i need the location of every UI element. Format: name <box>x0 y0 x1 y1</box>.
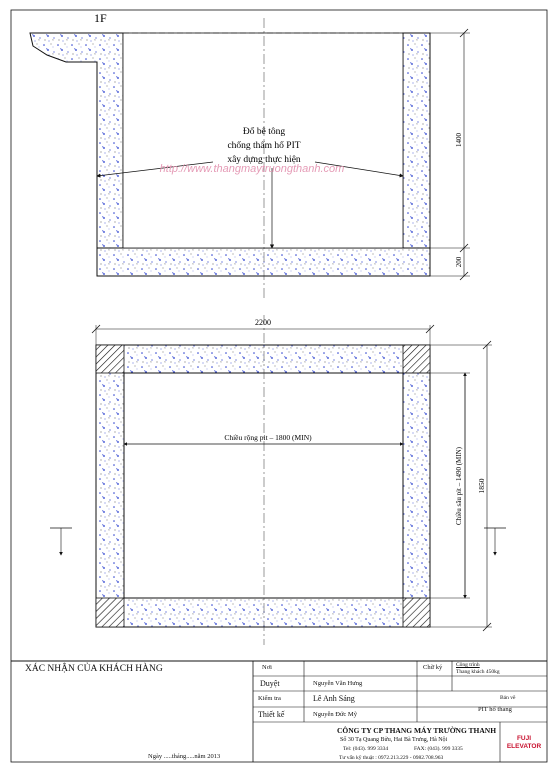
thietke-label: Thiết kế <box>258 710 285 719</box>
dim-total-width-label: 2200 <box>255 318 271 327</box>
brand-line2: ELEVATOR <box>506 743 542 750</box>
kiemtra-name: Lê Anh Sáng <box>313 694 355 703</box>
pit-plan-view <box>50 315 506 645</box>
left-wall-concrete <box>30 33 123 248</box>
dim-total-depth-label: 1850 <box>477 478 486 494</box>
work-label: Công trình <box>456 662 480 668</box>
concrete-note-line2: chống thấm hố PIT <box>227 141 301 151</box>
duyet-label: Duyệt <box>260 679 280 688</box>
no-label: Nơi <box>262 664 272 671</box>
corner-column-tl <box>96 345 124 373</box>
date-line: Ngày .....tháng.....năm 2013 <box>148 753 221 760</box>
pit-section-view <box>30 11 470 300</box>
work-value: Thang khách 450kg <box>456 669 500 675</box>
kiemtra-label: Kiểm tra <box>258 695 281 702</box>
section-marker-left <box>50 528 72 555</box>
dim-inner-width-label: Chiều rộng pit – 1800 (MIN) <box>224 433 312 442</box>
dim-inner-depth-label: Chiều sâu pit – 1490 (MIN) <box>455 447 463 525</box>
company-tel: Tel: (043). 999 3334 <box>343 746 389 752</box>
company-fax: FAX: (043). 999 3335 <box>414 746 463 752</box>
dim-depth-label: 1400 <box>455 133 463 147</box>
website-watermark: http://www.thangmaytruongthanh.com <box>159 163 345 175</box>
concrete-note-line1: Đổ bê tông <box>242 127 286 137</box>
bottom-slab-concrete <box>97 248 430 276</box>
customer-confirm-label: XÁC NHẬN CỦA KHÁCH HÀNG <box>25 664 163 674</box>
duyet-name: Nguyễn Văn Hưng <box>313 680 363 687</box>
corner-column-bl <box>96 598 124 627</box>
drawing-value: PIT hố thang <box>478 706 512 713</box>
company-address: Số 30 Tạ Quang Bửu, Hai Bà Trưng, Hà Nội <box>340 737 448 743</box>
signature-label: Chữ ký <box>423 664 443 671</box>
corner-column-br <box>403 598 430 627</box>
drawing-label: Bản vẽ <box>500 695 516 701</box>
brand-logo <box>504 735 544 751</box>
brand-line1: FUJI <box>516 735 532 742</box>
floor-label: 1F <box>94 11 107 25</box>
thietke-name: Nguyễn Đức Mỹ <box>313 711 357 718</box>
concrete-note-line3: xây dựng thực hiện <box>227 155 301 165</box>
right-wall-concrete <box>403 33 430 248</box>
company-name: CÔNG TY CP THANG MÁY TRƯỜNG THANH <box>337 726 497 735</box>
company-hotline: Tư vấn kỹ thuật : 0972.213.229 - 0982.708.963 <box>339 755 444 761</box>
plan-pit-void <box>124 373 403 598</box>
dim-slab-label: 200 <box>455 256 463 268</box>
corner-column-tr <box>403 345 430 373</box>
